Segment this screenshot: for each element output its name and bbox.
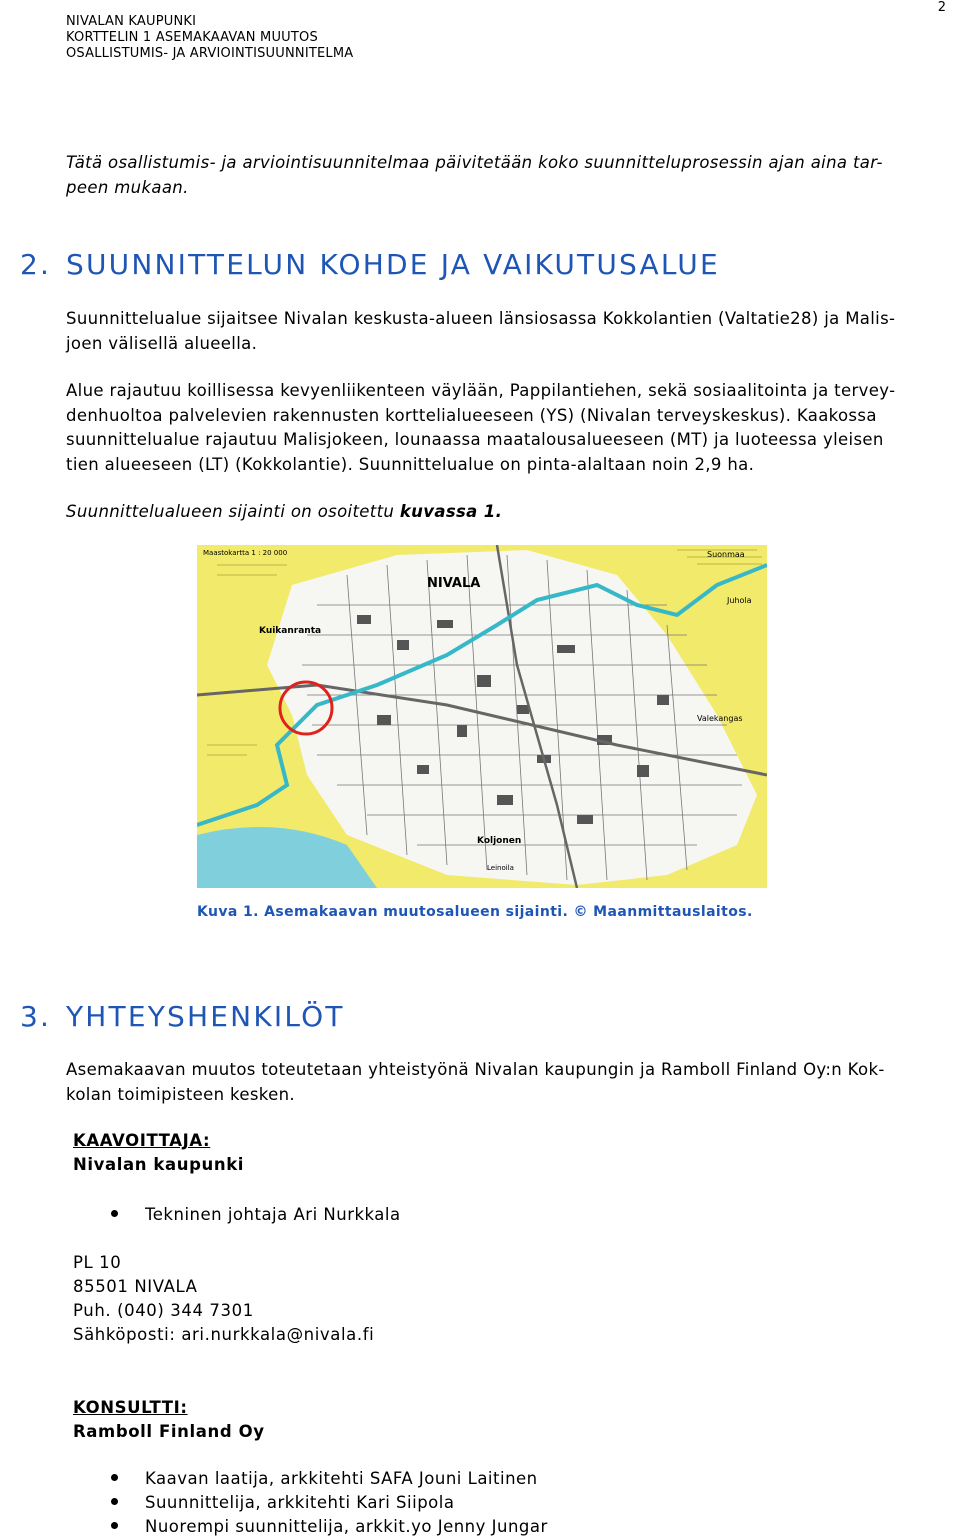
para1-line-1: Suunnittelualue sijaitsee Nivalan keskusta-alueen länsiosassa Kokkolantien (Valtatie28) ja Malis-: [66, 309, 896, 328]
client-heading: KAAVOITTAJA:: [73, 1131, 211, 1150]
para1-line-2: joen välisellä alueella.: [66, 333, 258, 353]
figure-caption: Kuva 1. Asemakaavan muutosalueen sijainti. © Maanmittauslaitos.: [197, 904, 753, 920]
intro-paragraph: [66, 151, 932, 200]
list-item: [73, 1515, 548, 1539]
consultant-block: [73, 1396, 265, 1444]
map-leinoila-label: Leinoila: [487, 864, 514, 872]
map-kuikanranta-label: Kuikanranta: [259, 626, 322, 636]
para2-line-2: denhuoltoa palvelevien rakennusten korttelialueeseen (YS) (Nivalan terveyskeskus). Kaakossa: [66, 405, 877, 425]
figure-reference-text: Suunnittelualueen sijainti on osoitettu: [66, 502, 400, 521]
bullet-icon: [111, 1498, 118, 1505]
page-number: 2: [937, 0, 946, 15]
client-contact: [73, 1251, 374, 1347]
client-org: Nivalan kaupunki: [73, 1155, 245, 1174]
bullet-icon: [111, 1474, 118, 1481]
section-3-number: 3.: [20, 1000, 52, 1033]
intro-line-2: peen mukaan.: [66, 177, 189, 197]
map-town-label: NIVALA: [427, 576, 481, 591]
consultant-person: Kaavan laatija, arkkitehti SAFA Jouni Laitinen: [145, 1469, 538, 1488]
consultant-org: Ramboll Finland Oy: [73, 1422, 265, 1441]
list-item: [73, 1467, 548, 1491]
section-2-paragraph-1: [66, 307, 932, 356]
para2-line-4: tien alueeseen (LT) (Kokkolantie). Suunnittelualue on pinta-alaltaan noin 2,9 ha.: [66, 454, 755, 474]
client-address-1: PL 10: [73, 1253, 122, 1272]
section-2-number: 2.: [20, 248, 52, 281]
section-3-title: YHTEYSHENKILÖT: [66, 1000, 345, 1033]
client-person: Tekninen johtaja Ari Nurkkala: [145, 1205, 401, 1224]
header-line-2: KORTTELIN 1 ASEMAKAAVAN MUUTOS: [66, 30, 318, 45]
consultant-person: Suunnittelija, arkkitehti Kari Siipola: [145, 1493, 455, 1512]
map-sheet-label: Maastokartta 1 : 20 000: [203, 549, 288, 557]
section-2-paragraph-2: [66, 379, 932, 477]
map-koljonen-label: Koljonen: [477, 836, 522, 846]
map-suonmaa-label: Suonmaa: [707, 550, 745, 559]
header-line-1: NIVALAN KAUPUNKI: [66, 14, 197, 29]
map-valekangas-label: Valekangas: [697, 714, 743, 723]
client-address-2: 85501 NIVALA: [73, 1277, 198, 1296]
figure-reference-bold: kuvassa 1.: [399, 502, 503, 521]
client-block: [73, 1129, 244, 1177]
section-2-title: SUUNNITTELUN KOHDE JA VAIKUTUSALUE: [66, 248, 720, 281]
list-item: [73, 1203, 401, 1227]
consultant-person: Nuorempi suunnittelija, arkkit.yo Jenny Jungar: [145, 1517, 548, 1536]
client-people-list: [73, 1203, 401, 1227]
list-item: [73, 1491, 548, 1515]
section3-line-1: Asemakaavan muutos toteutetaan yhteistyönä Nivalan kaupungin ja Ramboll Finland Oy:n Kok-: [66, 1060, 885, 1079]
figure-reference: [66, 500, 932, 525]
client-phone: Puh. (040) 344 7301: [73, 1301, 254, 1320]
map-juhola-label: Juhola: [727, 596, 752, 605]
section-3-paragraph: [66, 1058, 932, 1107]
section-2-heading: [20, 248, 51, 281]
para2-line-3: suunnittelualue rajautuu Malisjokeen, lounaassa maatalousalueeseen (MT) ja luoteessa yleisen: [66, 430, 884, 449]
header-line-3: OSALLISTUMIS- JA ARVIOINTISUUNNITELMA: [66, 46, 354, 61]
client-email: Sähköposti: ari.nurkkala@nivala.fi: [73, 1325, 375, 1344]
intro-line-1: Tätä osallistumis- ja arviointisuunnitelmaa päivitetään koko suunnitteluprosessin ajan aina tar-: [66, 153, 883, 172]
bullet-icon: [111, 1522, 118, 1529]
para2-line-1: Alue rajautuu koillisessa kevyenliikenteen väylään, Pappilantiehen, sekä sosiaalitointa ja tervey-: [66, 381, 896, 400]
section3-line-2: kolan toimipisteen kesken.: [66, 1084, 296, 1104]
consultant-heading: KONSULTTI:: [73, 1398, 188, 1417]
bullet-icon: [111, 1210, 118, 1217]
document-header: [66, 14, 353, 62]
location-map: [197, 545, 767, 888]
consultant-people-list: [73, 1467, 548, 1539]
